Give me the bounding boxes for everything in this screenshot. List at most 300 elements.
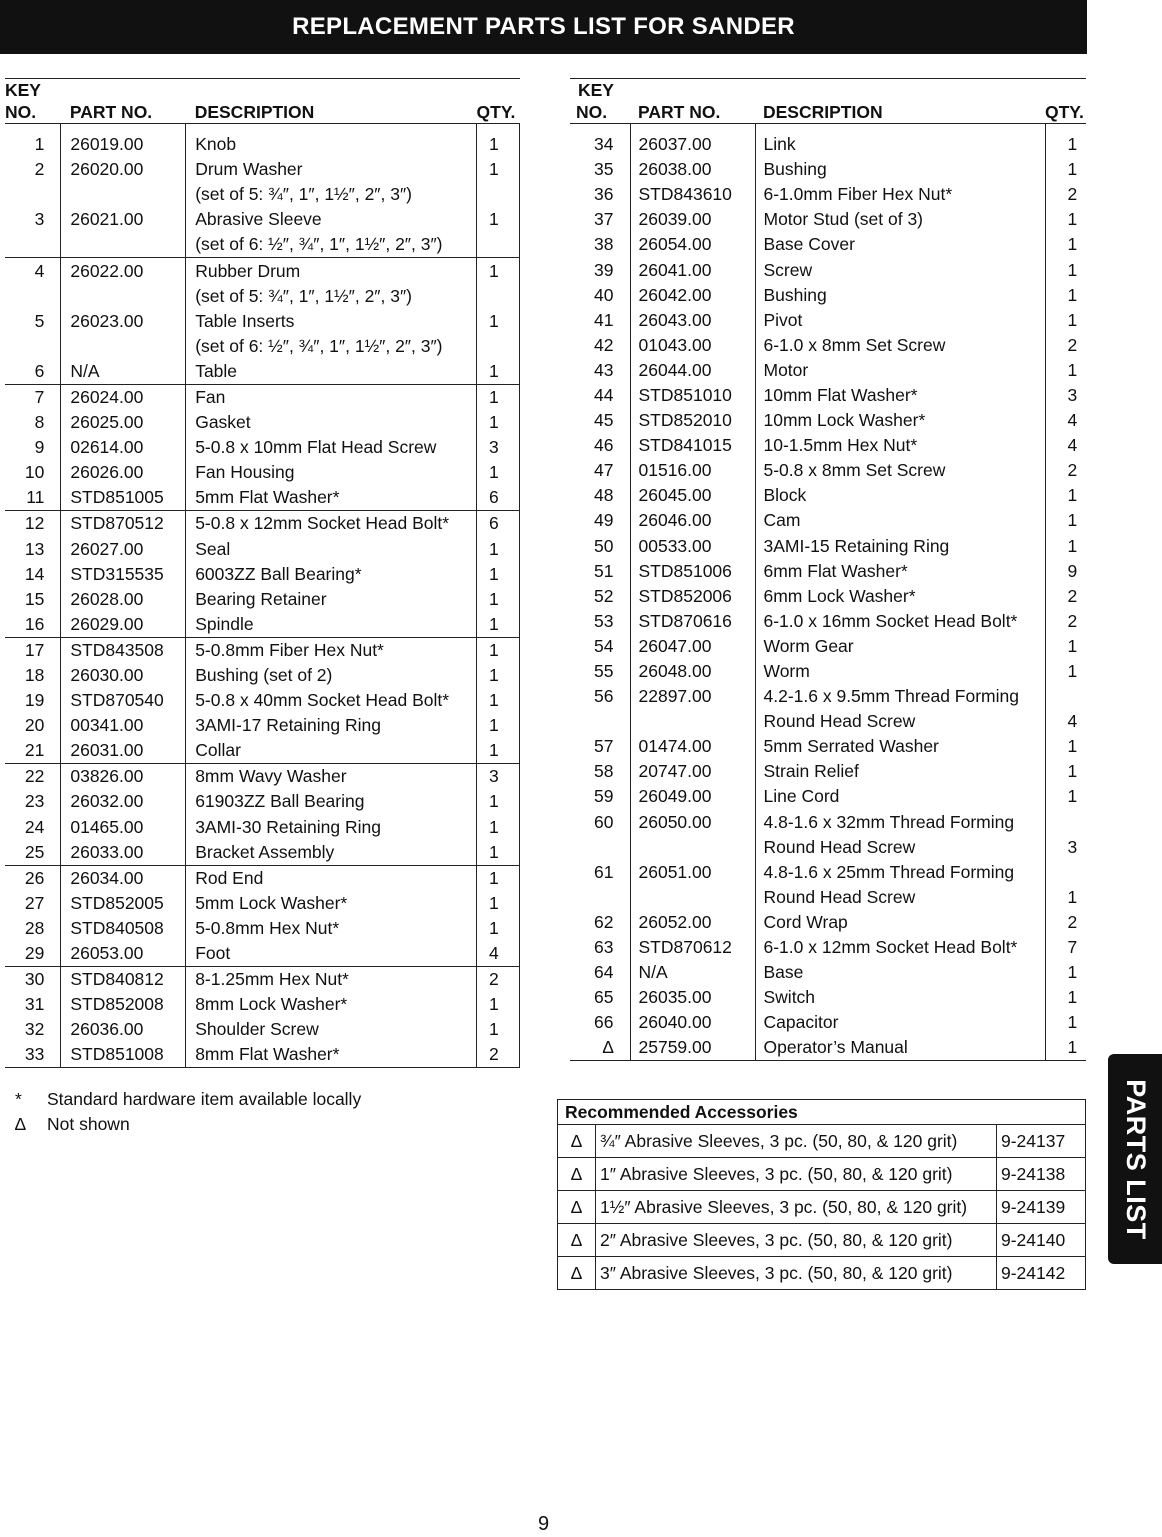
part-no-cell: 01465.00 bbox=[61, 815, 186, 840]
accessory-part-number: 9-24142 bbox=[997, 1257, 1086, 1290]
part-no-cell: 01474.00 bbox=[630, 734, 755, 759]
table-row bbox=[5, 663, 520, 688]
description-header: DESCRIPTION bbox=[755, 101, 1045, 124]
accessory-description: 3″ Abrasive Sleeves, 3 pc. (50, 80, & 120 grit) bbox=[596, 1257, 997, 1290]
qty-cell bbox=[477, 284, 520, 309]
part-no-cell: 26032.00 bbox=[61, 789, 186, 814]
key-no-cell: 24 bbox=[24, 816, 45, 837]
part-no-cell: STD870616 bbox=[630, 609, 755, 634]
part-no-cell bbox=[61, 334, 186, 359]
description-cell: 5-0.8mm Hex Nut* bbox=[186, 916, 477, 941]
key-no-cell: 9 bbox=[34, 437, 45, 458]
key-no-cell: 8 bbox=[34, 412, 45, 433]
key-no-cell: 39 bbox=[594, 259, 614, 280]
key-no-cell: 51 bbox=[594, 560, 614, 581]
qty-cell: 1 bbox=[1045, 534, 1086, 559]
qty-cell: 1 bbox=[477, 410, 520, 435]
accessory-part-number: 9-24138 bbox=[997, 1158, 1086, 1191]
description-cell: 5-0.8 x 12mm Socket Head Bolt* bbox=[186, 511, 477, 537]
key-no-cell bbox=[570, 885, 630, 910]
part-no-cell bbox=[630, 835, 755, 860]
table-row bbox=[5, 460, 520, 485]
description-cell: 4.2-1.6 x 9.5mm Thread Forming bbox=[755, 684, 1045, 709]
qty-header: QTY. bbox=[1045, 101, 1086, 124]
description-cell: 6-1.0 x 12mm Socket Head Bolt* bbox=[755, 935, 1045, 960]
qty-cell: 1 bbox=[477, 587, 520, 612]
table-row bbox=[5, 562, 520, 587]
description-cell: Table Inserts bbox=[186, 309, 477, 334]
qty-cell: 2 bbox=[1045, 182, 1086, 207]
description-cell: 10mm Flat Washer* bbox=[755, 383, 1045, 408]
qty-cell: 1 bbox=[1045, 759, 1086, 784]
qty-cell: 1 bbox=[1045, 483, 1086, 508]
description-cell: 3AMI-15 Retaining Ring bbox=[755, 534, 1045, 559]
part-no-cell: 26033.00 bbox=[61, 840, 186, 866]
accessory-part-number: 9-24140 bbox=[997, 1224, 1086, 1257]
qty-cell: 1 bbox=[1045, 232, 1086, 257]
description-cell: Rubber Drum bbox=[186, 258, 477, 284]
part-no-cell: STD843610 bbox=[630, 182, 755, 207]
part-no-cell: 22897.00 bbox=[630, 684, 755, 709]
key-no-cell: 44 bbox=[594, 384, 614, 405]
part-no-cell: 26031.00 bbox=[61, 738, 186, 764]
table-row bbox=[5, 207, 520, 232]
part-no-cell: 00533.00 bbox=[630, 534, 755, 559]
qty-cell bbox=[477, 334, 520, 359]
key-no-cell: 21 bbox=[24, 740, 45, 761]
qty-cell: 1 bbox=[1045, 985, 1086, 1010]
part-no-cell: STD870540 bbox=[61, 688, 186, 713]
accessory-row bbox=[558, 1224, 1086, 1257]
key-no-cell: 43 bbox=[594, 359, 614, 380]
description-cell: 5mm Flat Washer* bbox=[186, 485, 477, 511]
recommended-accessories-table bbox=[557, 1099, 1086, 1290]
key-no-cell: 41 bbox=[594, 309, 614, 330]
description-cell: 10-1.5mm Hex Nut* bbox=[755, 433, 1045, 458]
key-no-cell: 10 bbox=[24, 462, 45, 483]
part-no-cell: 00341.00 bbox=[61, 713, 186, 738]
key-no-cell bbox=[5, 182, 61, 207]
parts-table-left bbox=[5, 78, 520, 1068]
key-no-cell: 29 bbox=[24, 943, 45, 964]
description-cell: Round Head Screw bbox=[755, 835, 1045, 860]
key-no-cell: 42 bbox=[594, 334, 614, 355]
table-row bbox=[570, 659, 1086, 684]
key-no-cell: 16 bbox=[24, 613, 45, 634]
table-row bbox=[5, 941, 520, 967]
parts-rows-right bbox=[570, 124, 1086, 1061]
part-no-cell: 26028.00 bbox=[61, 587, 186, 612]
table-row bbox=[5, 359, 520, 385]
key-no-cell: 22 bbox=[5, 764, 61, 790]
key-no-cell bbox=[5, 334, 61, 359]
key-no-cell: 27 bbox=[24, 892, 45, 913]
table-row bbox=[5, 182, 520, 207]
delta-symbol: ∆ bbox=[558, 1191, 596, 1224]
side-tab-label: PARTS LIST bbox=[1120, 1078, 1151, 1240]
qty-cell: 1 bbox=[477, 992, 520, 1017]
table-row bbox=[570, 835, 1086, 860]
key-no-cell: 38 bbox=[594, 234, 614, 255]
part-no-cell: 26040.00 bbox=[630, 1010, 755, 1035]
table-row bbox=[5, 485, 520, 511]
accessories-title: Recommended Accessories bbox=[558, 1100, 1086, 1125]
description-cell: Abrasive Sleeve bbox=[186, 207, 477, 232]
table-row bbox=[570, 508, 1086, 533]
key-no-cell: 37 bbox=[594, 209, 614, 230]
qty-cell: 3 bbox=[1045, 835, 1086, 860]
table-row bbox=[570, 333, 1086, 358]
part-no-cell bbox=[630, 709, 755, 734]
qty-cell: 1 bbox=[1045, 960, 1086, 985]
qty-cell: 1 bbox=[477, 738, 520, 764]
qty-cell: 1 bbox=[477, 815, 520, 840]
accessory-description: 1″ Abrasive Sleeves, 3 pc. (50, 80, & 120 grit) bbox=[596, 1158, 997, 1191]
part-no-cell: STD851008 bbox=[61, 1042, 186, 1068]
qty-cell: 1 bbox=[477, 840, 520, 866]
description-cell: Table bbox=[186, 359, 477, 385]
table-row bbox=[5, 587, 520, 612]
qty-cell: 9 bbox=[1045, 559, 1086, 584]
qty-cell: 1 bbox=[477, 309, 520, 334]
table-row bbox=[570, 1035, 1086, 1061]
footnote bbox=[15, 1112, 361, 1137]
description-cell: Foot bbox=[186, 941, 477, 967]
part-no-cell: STD843508 bbox=[61, 637, 186, 663]
key-no-cell: 31 bbox=[24, 994, 45, 1015]
table-row bbox=[5, 258, 520, 284]
table-row bbox=[570, 283, 1086, 308]
key-no-cell: 30 bbox=[5, 967, 61, 993]
description-cell: Base Cover bbox=[755, 232, 1045, 257]
qty-cell: 1 bbox=[477, 688, 520, 713]
table-row bbox=[570, 559, 1086, 584]
key-no-cell: 17 bbox=[5, 637, 61, 663]
table-row bbox=[570, 810, 1086, 835]
description-cell: 6mm Flat Washer* bbox=[755, 559, 1045, 584]
part-no-cell: 26025.00 bbox=[61, 410, 186, 435]
description-cell: Seal bbox=[186, 537, 477, 562]
qty-cell: 1 bbox=[477, 865, 520, 891]
table-row bbox=[5, 891, 520, 916]
description-cell: Capacitor bbox=[755, 1010, 1045, 1035]
key-no-cell: ∆ bbox=[570, 1035, 630, 1061]
key-no-cell: 5 bbox=[34, 310, 45, 331]
part-no-cell: STD840812 bbox=[61, 967, 186, 993]
part-no-cell: STD852005 bbox=[61, 891, 186, 916]
part-no-cell: 26034.00 bbox=[61, 865, 186, 891]
part-no-cell: 26048.00 bbox=[630, 659, 755, 684]
key-header-line1: KEY bbox=[570, 79, 630, 102]
part-no-cell bbox=[630, 885, 755, 910]
qty-cell: 2 bbox=[1045, 910, 1086, 935]
table-row bbox=[570, 157, 1086, 182]
table-row bbox=[570, 182, 1086, 207]
part-no-cell: 01043.00 bbox=[630, 333, 755, 358]
part-no-cell: N/A bbox=[61, 359, 186, 385]
key-no-cell: 18 bbox=[24, 665, 45, 686]
delta-symbol: ∆ bbox=[558, 1257, 596, 1290]
parts-table-right bbox=[570, 78, 1086, 1061]
description-cell: Bushing bbox=[755, 157, 1045, 182]
table-row bbox=[570, 960, 1086, 985]
description-cell: Motor bbox=[755, 358, 1045, 383]
description-cell: (set of 5: ¾″, 1″, 1½″, 2″, 3″) bbox=[186, 284, 477, 309]
qty-cell: 1 bbox=[1045, 1035, 1086, 1061]
accessories-rows bbox=[558, 1125, 1086, 1290]
key-no-cell: 6 bbox=[34, 360, 45, 381]
qty-cell: 1 bbox=[1045, 784, 1086, 809]
qty-cell: 1 bbox=[477, 891, 520, 916]
part-no-cell: 03826.00 bbox=[61, 764, 186, 790]
part-no-cell: 26043.00 bbox=[630, 308, 755, 333]
table-row bbox=[5, 124, 520, 158]
qty-cell: 1 bbox=[477, 663, 520, 688]
description-cell: 5mm Lock Washer* bbox=[186, 891, 477, 916]
part-no-cell: 26047.00 bbox=[630, 634, 755, 659]
qty-cell: 1 bbox=[1045, 283, 1086, 308]
qty-cell: 1 bbox=[477, 157, 520, 182]
table-row bbox=[570, 885, 1086, 910]
delta-symbol: ∆ bbox=[558, 1224, 596, 1257]
part-no-cell: 26039.00 bbox=[630, 207, 755, 232]
qty-cell: 1 bbox=[477, 258, 520, 284]
description-cell: Block bbox=[755, 483, 1045, 508]
table-row bbox=[5, 992, 520, 1017]
description-cell: Fan bbox=[186, 384, 477, 410]
page-number: 9 bbox=[537, 1513, 550, 1535]
description-cell: Spindle bbox=[186, 612, 477, 638]
table-row bbox=[5, 967, 520, 993]
part-no-cell bbox=[61, 284, 186, 309]
table-row bbox=[570, 759, 1086, 784]
key-no-cell: 13 bbox=[24, 538, 45, 559]
key-no-header: NO. bbox=[5, 101, 61, 124]
key-no-cell: 58 bbox=[594, 761, 614, 782]
qty-cell: 1 bbox=[1045, 885, 1086, 910]
qty-cell: 1 bbox=[477, 359, 520, 385]
qty-cell: 1 bbox=[477, 562, 520, 587]
description-cell: 6003ZZ Ball Bearing* bbox=[186, 562, 477, 587]
table-row bbox=[570, 609, 1086, 634]
table-row bbox=[570, 458, 1086, 483]
table-row bbox=[570, 257, 1086, 282]
description-cell: Bracket Assembly bbox=[186, 840, 477, 866]
key-no-cell: 53 bbox=[594, 610, 614, 631]
part-no-cell: 26029.00 bbox=[61, 612, 186, 638]
part-no-cell: STD840508 bbox=[61, 916, 186, 941]
part-no-cell: 26030.00 bbox=[61, 663, 186, 688]
description-cell: 5-0.8 x 10mm Flat Head Screw bbox=[186, 435, 477, 460]
qty-cell: 2 bbox=[1045, 458, 1086, 483]
key-no-cell: 57 bbox=[594, 736, 614, 757]
part-no-cell: 26051.00 bbox=[630, 860, 755, 885]
description-cell: 8mm Lock Washer* bbox=[186, 992, 477, 1017]
accessory-description: 1½″ Abrasive Sleeves, 3 pc. (50, 80, & 120 grit) bbox=[596, 1191, 997, 1224]
accessory-part-number: 9-24139 bbox=[997, 1191, 1086, 1224]
part-no-cell: 26049.00 bbox=[630, 784, 755, 809]
table-row bbox=[5, 384, 520, 410]
key-no-cell: 45 bbox=[594, 410, 614, 431]
description-cell: Link bbox=[755, 124, 1045, 158]
delta-symbol: ∆ bbox=[558, 1158, 596, 1191]
part-no-cell: 02614.00 bbox=[61, 435, 186, 460]
qty-cell: 1 bbox=[477, 713, 520, 738]
key-no-cell bbox=[570, 835, 630, 860]
qty-cell: 4 bbox=[1045, 408, 1086, 433]
key-no-cell: 34 bbox=[594, 134, 614, 155]
table-row bbox=[570, 684, 1086, 709]
key-no-cell: 49 bbox=[594, 510, 614, 531]
table-row bbox=[570, 1010, 1086, 1035]
description-cell: 5-0.8mm Fiber Hex Nut* bbox=[186, 637, 477, 663]
parts-list-side-tab bbox=[1108, 1054, 1162, 1264]
part-no-cell: STD841015 bbox=[630, 433, 755, 458]
description-cell: Worm bbox=[755, 659, 1045, 684]
description-cell: 8mm Flat Washer* bbox=[186, 1042, 477, 1068]
description-cell: Shoulder Screw bbox=[186, 1017, 477, 1042]
table-row bbox=[5, 1017, 520, 1042]
part-no-cell: 26045.00 bbox=[630, 483, 755, 508]
key-no-cell: 55 bbox=[594, 661, 614, 682]
qty-cell: 3 bbox=[477, 435, 520, 460]
footnote-text: Standard hardware item available locally bbox=[47, 1089, 362, 1109]
part-no-cell: STD851010 bbox=[630, 383, 755, 408]
description-cell: Worm Gear bbox=[755, 634, 1045, 659]
description-cell: (set of 5: ¾″, 1″, 1½″, 2″, 3″) bbox=[186, 182, 477, 207]
key-no-cell: 15 bbox=[24, 588, 45, 609]
table-row bbox=[570, 383, 1086, 408]
part-no-cell bbox=[61, 232, 186, 258]
qty-cell: 1 bbox=[477, 384, 520, 410]
description-cell: 6mm Lock Washer* bbox=[755, 584, 1045, 609]
qty-cell: 1 bbox=[477, 612, 520, 638]
accessory-row bbox=[558, 1158, 1086, 1191]
qty-cell: 7 bbox=[1045, 935, 1086, 960]
key-no-cell bbox=[570, 709, 630, 734]
key-no-cell: 26 bbox=[5, 865, 61, 891]
part-no-cell: N/A bbox=[630, 960, 755, 985]
qty-cell: 6 bbox=[477, 485, 520, 511]
qty-cell: 1 bbox=[1045, 207, 1086, 232]
description-cell: Operator’s Manual bbox=[755, 1035, 1045, 1061]
description-cell: 6-1.0 x 8mm Set Screw bbox=[755, 333, 1045, 358]
qty-cell bbox=[477, 232, 520, 258]
key-no-cell: 48 bbox=[594, 485, 614, 506]
description-cell: Motor Stud (set of 3) bbox=[755, 207, 1045, 232]
table-row bbox=[5, 1042, 520, 1068]
qty-cell bbox=[1045, 860, 1086, 885]
description-cell: Cam bbox=[755, 508, 1045, 533]
key-no-cell: 23 bbox=[24, 791, 45, 812]
part-no-cell: 01516.00 bbox=[630, 458, 755, 483]
part-no-cell: 26024.00 bbox=[61, 384, 186, 410]
key-no-cell bbox=[5, 232, 61, 258]
part-no-header: PART NO. bbox=[630, 101, 755, 124]
description-cell: Round Head Screw bbox=[755, 885, 1045, 910]
footnotes bbox=[15, 1087, 361, 1137]
qty-cell: 2 bbox=[477, 967, 520, 993]
part-no-cell: 26052.00 bbox=[630, 910, 755, 935]
part-no-cell: 26042.00 bbox=[630, 283, 755, 308]
key-no-cell: 62 bbox=[594, 911, 614, 932]
part-no-cell: STD315535 bbox=[61, 562, 186, 587]
part-no-cell: 26020.00 bbox=[61, 157, 186, 182]
qty-cell: 1 bbox=[1045, 734, 1086, 759]
table-row bbox=[570, 709, 1086, 734]
accessory-description: ¾″ Abrasive Sleeves, 3 pc. (50, 80, & 120 grit) bbox=[596, 1125, 997, 1158]
qty-cell: 4 bbox=[1045, 709, 1086, 734]
table-row bbox=[570, 308, 1086, 333]
part-no-cell: STD852010 bbox=[630, 408, 755, 433]
key-no-cell: 3 bbox=[34, 209, 45, 230]
description-cell: Screw bbox=[755, 257, 1045, 282]
key-no-cell: 61 bbox=[594, 861, 614, 882]
part-no-cell: 26038.00 bbox=[630, 157, 755, 182]
description-cell: (set of 6: ½″, ¾″, 1″, 1½″, 2″, 3″) bbox=[186, 232, 477, 258]
description-cell: Bushing bbox=[755, 283, 1045, 308]
qty-cell bbox=[1045, 684, 1086, 709]
table-row bbox=[570, 483, 1086, 508]
key-no-cell: 35 bbox=[594, 159, 614, 180]
part-no-header: PART NO. bbox=[61, 101, 186, 124]
description-cell: 8mm Wavy Washer bbox=[186, 764, 477, 790]
description-cell: Fan Housing bbox=[186, 460, 477, 485]
accessory-row bbox=[558, 1125, 1086, 1158]
qty-cell: 1 bbox=[1045, 257, 1086, 282]
qty-cell: 1 bbox=[1045, 1010, 1086, 1035]
part-no-cell: STD851006 bbox=[630, 559, 755, 584]
description-cell: 6-1.0mm Fiber Hex Nut* bbox=[755, 182, 1045, 207]
description-cell: Strain Relief bbox=[755, 759, 1045, 784]
table-row bbox=[5, 916, 520, 941]
key-no-cell: 66 bbox=[594, 1012, 614, 1033]
delta-symbol: ∆ bbox=[558, 1125, 596, 1158]
description-header: DESCRIPTION bbox=[186, 101, 477, 124]
part-no-cell: 26022.00 bbox=[61, 258, 186, 284]
qty-cell: 6 bbox=[477, 511, 520, 537]
table-row bbox=[5, 157, 520, 182]
qty-cell: 2 bbox=[1045, 333, 1086, 358]
part-no-cell: STD851005 bbox=[61, 485, 186, 511]
description-cell: 5-0.8 x 8mm Set Screw bbox=[755, 458, 1045, 483]
part-no-cell: 26053.00 bbox=[61, 941, 186, 967]
description-cell: 8-1.25mm Hex Nut* bbox=[186, 967, 477, 993]
table-row bbox=[5, 334, 520, 359]
part-no-cell: 26041.00 bbox=[630, 257, 755, 282]
table-row bbox=[5, 537, 520, 562]
key-no-cell: 20 bbox=[24, 715, 45, 736]
footnote-text: Not shown bbox=[47, 1114, 130, 1134]
key-no-cell: 12 bbox=[5, 511, 61, 537]
table-row bbox=[5, 511, 520, 537]
description-cell: Rod End bbox=[186, 865, 477, 891]
key-no-cell bbox=[5, 284, 61, 309]
part-no-cell: 26037.00 bbox=[630, 124, 755, 158]
parts-rows-left bbox=[5, 124, 520, 1068]
part-no-cell: 26026.00 bbox=[61, 460, 186, 485]
key-no-cell: 25 bbox=[24, 841, 45, 862]
description-cell: 3AMI-17 Retaining Ring bbox=[186, 713, 477, 738]
table-row bbox=[570, 408, 1086, 433]
qty-cell: 1 bbox=[1045, 308, 1086, 333]
table-row bbox=[5, 840, 520, 866]
qty-cell bbox=[477, 182, 520, 207]
key-no-cell: 50 bbox=[594, 535, 614, 556]
table-row bbox=[570, 358, 1086, 383]
part-no-cell: 25759.00 bbox=[630, 1035, 755, 1061]
key-no-cell: 11 bbox=[26, 487, 45, 508]
